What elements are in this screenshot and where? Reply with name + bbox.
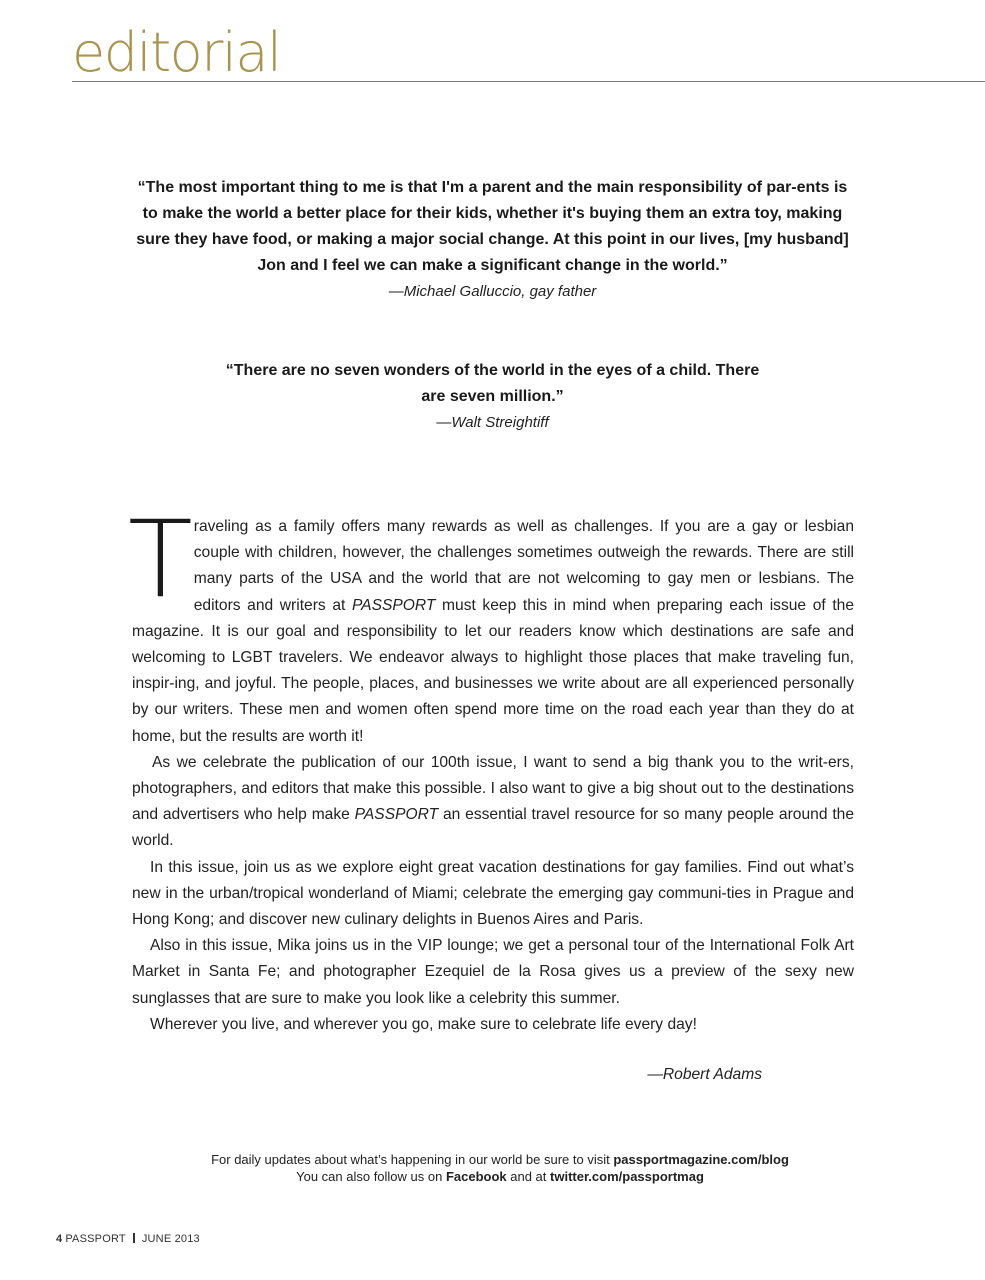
quote-attribution: —Michael Galluccio, gay father xyxy=(388,283,597,300)
quote-attribution: —Walt Streightiff xyxy=(436,414,549,431)
editorial-body xyxy=(128,450,854,1038)
paragraph-text: raveling as a family offers many rewards as well as challenges. If you are a gay or lesbian couple with children, however, the challenges sometimes outweigh the rewards. There are still many parts of the USA and the world that are not welcoming to gay men or lesbians. The editors and writers at xyxy=(193,518,854,614)
quote-text: “The most important thing to me is that I'm a parent and the main responsibility of par-ents is to make the world a better place for their kids, whether it's buying them an extra toy, making sure they have food, or making a major social change. At this point in our lives, [my husband] Jon and I feel we can make a significant change in the world.” xyxy=(136,179,849,274)
page-folio xyxy=(56,1233,200,1245)
header-rule xyxy=(72,81,985,82)
footer-text: and at xyxy=(506,1169,551,1184)
facebook-link[interactable]: Facebook xyxy=(445,1169,507,1184)
paragraph-text: must keep this in mind when preparing each issue of the magazine. It is our goal and responsibility to let our readers know which destinations are safe and welcoming to LGBT travelers. We endeavor always to highlight those places that make traveling fun, inspir-ing, and joyful. The people, places, and businesses we write about are all experienced personally by our writers. These men and women often spend more time on the road each year than they do at home, but the results are worth it! xyxy=(132,596,854,745)
paragraph-4: Also in this issue, Mika joins us in the VIP lounge; we get a personal tour of the International Folk Art Market in Santa Fe; and photographer Ezequiel de la Rosa gives us a preview of the sexy new sunglasses that are sure to make you look like a celebrity this summer. xyxy=(132,937,854,1007)
quote-text: “There are no seven wonders of the world in the eyes of a child. There are seven million.” xyxy=(225,362,760,405)
folio-separator xyxy=(133,1233,135,1243)
footer-note xyxy=(132,1151,868,1185)
magazine-name: PASSPORT xyxy=(65,1233,126,1245)
paragraph-3: In this issue, join us as we explore eight great vacation destinations for gay families. Find out what’s new in the urban/tropical wonderland of Miami; celebrate the emerging gay communi-ties in Prague and Hong Kong; and discover new culinary delights in Buenos Aires and Paris. xyxy=(132,858,854,929)
pull-quote-galluccio xyxy=(132,175,853,305)
drop-cap: T xyxy=(128,498,193,621)
paragraph-text: an essential travel resource for so many people around the world. xyxy=(132,806,854,850)
footer-text: You can also follow us on xyxy=(296,1169,446,1184)
paragraph-5: Wherever you live, and wherever you go, make sure to celebrate life every day! xyxy=(150,1015,697,1033)
pull-quote-streightiff xyxy=(212,358,773,436)
section-title: editorial xyxy=(72,21,281,84)
footer-line-2 xyxy=(132,1168,868,1185)
paragraph-1 xyxy=(128,450,854,750)
footer-text: For daily updates about what’s happening in our world be sure to visit xyxy=(211,1152,614,1167)
paragraph-text: As we celebrate the publication of our 100th issue, I want to send a big thank you to the writ-ers, photographers, and editors that make this possible. I also want to give a big shout out to the destinations and advertisers who help make xyxy=(132,753,854,824)
blog-link[interactable]: passportmagazine.com/blog xyxy=(613,1152,789,1167)
footer-line-1 xyxy=(132,1151,868,1168)
twitter-link[interactable]: twitter.com/passportmag xyxy=(550,1169,704,1184)
page-number: 4 xyxy=(56,1233,63,1245)
issue-date: JUNE 2013 xyxy=(141,1233,200,1245)
author-signature: —Robert Adams xyxy=(647,1066,762,1083)
brand-name: PASSPORT xyxy=(354,806,439,824)
brand-name: PASSPORT xyxy=(351,596,436,614)
paragraph-2 xyxy=(132,750,854,855)
